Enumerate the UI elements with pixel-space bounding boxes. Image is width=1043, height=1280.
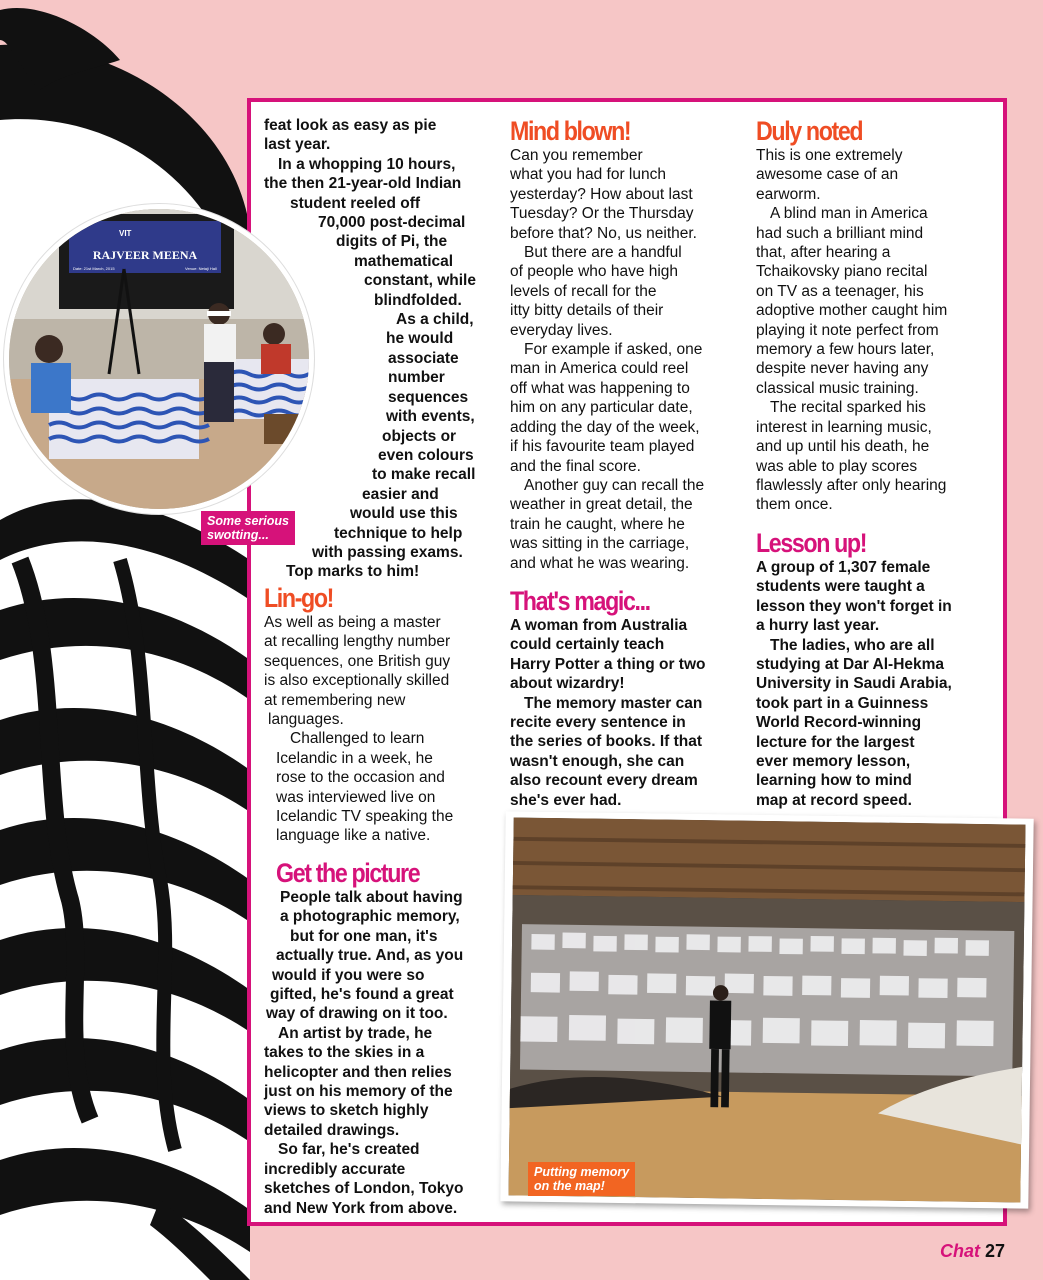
col1-line: he would [386,330,454,348]
picture-line: helicopter and then relies [264,1063,452,1081]
col1-line: objects or [382,427,457,445]
col1-line: even colours [378,446,474,464]
lesson-line: took part in a Guinness [756,694,929,712]
picture-line: just on his memory of the [264,1083,453,1101]
col1-line: number [388,369,445,387]
duly-line: flawlessly after only hearing [756,476,947,494]
lesson-line: studying at Dar Al-Hekma [756,656,945,674]
lingo-section [264,583,504,846]
duly-line: that, after hearing a [756,244,891,262]
mind-line: Another guy can recall the [524,476,705,494]
mind-line: before that? No, us neither. [510,224,697,242]
banner-name: RAJVEER MEENA [92,248,198,262]
lesson-line: lecture for the largest [756,733,915,751]
lingo-line: rose to the occasion and [276,769,445,787]
col1-line: blindfolded. [374,291,462,309]
picture-line: would if you were so [272,966,425,984]
duly-line: playing it note perfect from [756,321,939,339]
duly-line: them once. [756,496,833,514]
col1-line: associate [388,349,459,367]
mind-line: weather in great detail, the [510,496,693,514]
lesson-section [756,528,992,810]
page-footer [940,1241,1005,1262]
lingo-line: is also exceptionally skilled [264,672,450,690]
picture-line: but for one man, it's [290,927,438,945]
lingo-heading: Lin-go! [264,583,334,613]
lecture-caption [528,1162,635,1196]
lesson-line: learning how to mind [756,772,912,790]
magic-line: wasn't enough, she can [510,752,685,770]
duly-line: This is one extremely [756,147,903,164]
swotting-caption [201,511,295,545]
col1-line: sequences [388,388,469,406]
mind-line: and the final score. [510,457,641,475]
lecture-hall-scene [506,817,1027,1202]
duly-line: had such a brilliant mind [756,224,924,242]
lesson-line: a hurry last year. [756,617,880,635]
col1-line: feat look as easy as pie [264,117,437,134]
mind-line: of people who have high [510,263,679,281]
mind-line: if his favourite team played [510,438,695,456]
magazine-brand: Chat [940,1241,980,1261]
lesson-line: World Record-winning [756,714,922,732]
mind-line: Can you remember [510,147,643,164]
lingo-line: languages. [268,711,344,729]
duly-line: classical music training. [756,379,919,397]
duly-line: earworm. [756,185,821,203]
picture-line: So far, he's created [278,1141,420,1159]
caption-line: swotting... [207,528,269,542]
lingo-line: As well as being a master [264,614,441,631]
col1-line: student reeled off [290,194,421,212]
lesson-line: ever memory lesson, [756,753,911,771]
magic-heading: That's magic... [510,586,650,616]
col1-line: 70,000 post-decimal [318,214,466,232]
picture-line: People talk about having [280,889,463,906]
magic-line: A woman from Australia [510,617,688,634]
caption-line: Putting memory [534,1165,630,1179]
col1-line: easier and [362,485,439,503]
lesson-line: map at record speed. [756,791,912,809]
duly-line: memory a few hours later, [756,341,935,359]
lesson-line: A group of 1,307 female [756,559,931,576]
picture-line: An artist by trade, he [278,1024,433,1042]
mind-line: yesterday? How about last [510,185,693,203]
lingo-line: language like a native. [276,827,431,845]
mind-line: Tuesday? Or the Thursday [510,205,694,223]
page-number: 27 [985,1241,1006,1261]
lingo-line: Icelandic in a week, he [276,749,433,767]
mind-line: and what he was wearing. [510,554,690,572]
lecture-photo [500,811,1033,1208]
lesson-line: students were taught a [756,578,925,596]
banner-date: Date: 21st March, 2015 [73,266,115,271]
mind-heading: Mind blown! [510,116,631,146]
duly-line: awesome case of an [756,166,899,184]
duly-heading: Duly noted [756,116,863,146]
duly-line: Tchaikovsky piano recital [756,263,928,281]
magic-line: recite every sentence in [510,714,686,732]
picture-heading: Get the picture [276,858,420,888]
col1-line: technique to help [334,524,463,542]
magic-section [510,586,746,810]
col1-line: constant, while [364,272,476,290]
col1-line: In a whopping 10 hours, [278,155,456,173]
mind-line: But there are a handful [524,244,682,262]
mind-line: For example if asked, one [524,341,703,359]
col1-line: As a child, [396,311,474,329]
duly-line: despite never having any [756,360,929,378]
mind-section [510,116,746,573]
mind-line: everyday lives. [510,321,613,339]
picture-line: way of drawing on it too. [266,1005,448,1023]
picture-line: views to sketch highly [264,1102,429,1120]
banner-logo: VIT [119,229,132,238]
picture-line: actually true. And, as you [276,947,464,965]
lesson-line: lesson they won't forget in [756,597,952,615]
lingo-line: was interviewed live on [276,788,436,806]
lingo-line: at recalling lengthy number [264,633,451,651]
col1-line: Top marks to him! [286,563,420,581]
duly-line: and up until his death, he [756,438,930,456]
classroom-scene [9,209,309,509]
lingo-line: Challenged to learn [290,730,425,748]
swotting-photo [4,204,314,514]
magic-line: about wizardry! [510,675,625,693]
mind-line: itty bitty details of their [510,302,664,320]
lingo-line: at remembering new [264,691,406,709]
lesson-line: University in Saudi Arabia, [756,675,952,693]
col1-line: with events, [386,408,475,426]
magic-line: Harry Potter a thing or two [510,655,706,673]
picture-line: gifted, he's found a great [270,986,454,1004]
col1-line: last year. [264,136,331,154]
duly-line: interest in learning music, [756,418,932,436]
col1-line: mathematical [354,252,454,270]
col1-line: digits of Pi, the [336,233,448,251]
picture-line: and New York from above. [264,1199,458,1217]
duly-line: A blind man in America [770,205,928,223]
picture-line: takes to the skies in a [264,1044,425,1062]
col1-line: the then 21-year-old Indian [264,175,462,193]
col1-line: to make recall [372,466,476,484]
mind-line: train he caught, where he [510,515,685,533]
mind-line: levels of recall for the [510,282,657,300]
mind-line: him on any particular date, [510,399,693,417]
caption-line: Some serious [207,514,289,528]
caption-line: on the map! [534,1179,605,1193]
magic-line: she's ever had. [510,791,622,809]
magic-line: the series of books. If that [510,733,703,751]
col1-line: with passing exams. [312,543,463,561]
duly-line: The recital sparked his [770,399,926,417]
mind-line: adding the day of the week, [510,418,700,436]
magic-line: The memory master can [524,694,703,712]
picture-line: detailed drawings. [264,1121,400,1139]
picture-line: a photographic memory, [280,908,460,926]
magic-line: also recount every dream [510,772,698,790]
picture-line: sketches of London, Tokyo [264,1180,464,1198]
mind-line: what you had for lunch [510,166,666,184]
picture-section [264,858,504,1218]
duly-line: was able to play scores [756,457,918,475]
picture-line: incredibly accurate [264,1160,406,1178]
lesson-line: The ladies, who are all [770,636,935,654]
col1-line: would use this [350,505,458,523]
banner-venue: Venue: Netaji Hall [185,266,217,271]
duly-line: on TV as a teenager, his [756,282,924,300]
lingo-line: Icelandic TV speaking the [276,808,454,826]
mind-line: was sitting in the carriage, [510,535,690,553]
magic-line: could certainly teach [510,636,665,654]
duly-section [756,116,992,515]
lingo-line: sequences, one British guy [264,652,451,670]
mind-line: off what was happening to [510,379,690,397]
mind-line: man in America could reel [510,360,689,378]
duly-line: adoptive mother caught him [756,302,948,320]
lesson-heading: Lesson up! [756,528,867,558]
